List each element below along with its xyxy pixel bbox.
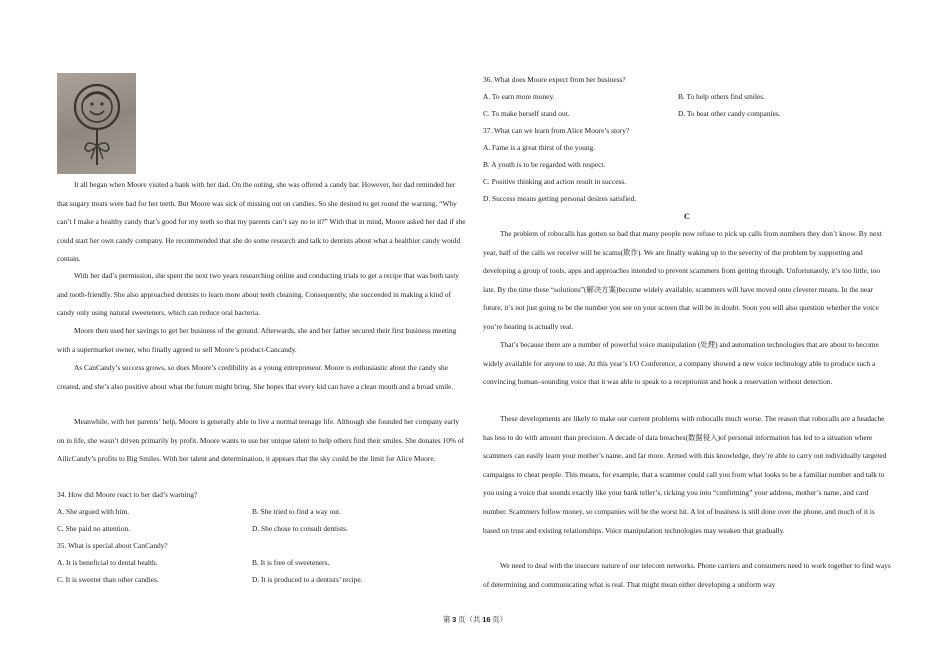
question-36-stem: 36. What does Moore expect from her business? — [483, 75, 626, 84]
question-34-option-a: A. She argued with him. — [57, 507, 130, 516]
question-34-stem: 34. How did Moore react to her dad’s warning? — [57, 490, 198, 499]
footer-middle: 页（共 — [458, 615, 481, 624]
lollipop-icon — [57, 73, 136, 174]
question-35-option-a: A. It is beneficial to dental health. — [57, 558, 158, 567]
question-36-option-a: A. To earn more money. — [483, 92, 555, 101]
question-37-stem: 37. What can we learn from Alice Moore’s story? — [483, 126, 630, 135]
passage-c-paragraph-1: The problem of robocalls has gotten so bad that many people now refuse to pick up calls from numbers they don’t know. By next year, half of the calls we receive will be scams(欺诈). We are finally waking up to the severity of the problem by supporting and developing a group of tools, apps and approaches intended to prevent scammers from getting through. Unfortunately, it’s too little, too late. By the time these “solutions”(解决方案)become widely available, scammers will have moved onto cleverer means. In the near future, it’s not just going to be the number you see on your screen that will be in doubt. Soon you will also question whether the voice you’re hearing is actually real. — [483, 229, 882, 331]
footer-suffix: 页） — [492, 615, 508, 624]
question-37-option-c: C. Positive thinking and action result in success. — [483, 177, 627, 186]
passage-b-paragraph-1: It all began when Moore visited a bank with her dad. On the outing, she was offered a candy bar. However, her dad reminded her that sugary treats were bad for her teeth. But Moore was sick of missing out on candies. So she desired to get round the warning, “Why can’t I make a healthy candy that’s good for my teeth so that my parents can’t say no to it?” With that in mind, Moore asked her dad if she could start her own candy company. He recommended that she do some research and talk to dentists about what a healthier candy would contain. — [57, 180, 466, 264]
question-36-option-c: C. To make herself stand out. — [483, 109, 570, 118]
question-35-option-c: C. It is sweeter than other candies. — [57, 575, 159, 584]
passage-c-paragraph-2: That’s because there are a number of powerful voice manipulation (处理) and automation technologies that are about to become widely available for anyone to use. At this year’s I/O Conference, a company showed a new voice technology able to produce such a convincing human–sounding voice that it was able to speak to a receptionist and book a reservation without detection. — [483, 340, 879, 387]
question-36-option-b: B. To help others find smiles. — [678, 92, 766, 101]
question-35-option-b: B. It is free of sweeteners. — [252, 558, 330, 567]
passage-b-paragraph-3: Moore then used her savings to get her business of the ground. Afterwards, she and her father secured their first business meeting with a supermarket owner, who finally agreed to sell Moore’s product-Cancandy. — [57, 326, 457, 354]
question-34-option-c: C. She paid no attention. — [57, 524, 131, 533]
passage-b-paragraph-5: Meanwhile, with her parents’ help, Moore is generally able to live a normal teenage life. Although she founded her company early on in life, she wasn’t driven primarily by profit. Moore wants to use her unique talent to help others find their smiles. She donates 10% of AilicCandy’s profits to Big Smiles. With her talent and determination, it appears that the sky could be the limit for Alice Moore. — [57, 417, 465, 464]
page-footer — [0, 614, 950, 625]
passage-c-paragraph-4: We need to deal with the insecure nature of our telecom networks. Phone carriers and consumers need to work together to find ways of determining and communicating what is real. That might mean either developing a uniform way — [483, 561, 891, 589]
question-35-stem: 35. What is special about CanCandy? — [57, 541, 168, 550]
question-34-option-b: B. She tried to find a way out. — [252, 507, 341, 516]
lollipop-illustration — [57, 73, 136, 174]
question-37-option-a: A. Fame is a great thirst of the young. — [483, 143, 596, 152]
passage-c-paragraph-3: These developments are likely to make our current problems with robocalls much worse. The reason that robocalls are a headache has less to do with amount than precision. A decade of data breaches(数据侵入)of personal information has led to a situation where scammers can easily learn your mother’s name, and far more. Armed with this knowledge, they’re able to carry out individually targeted campaigns to cheat people. This means, for example, that a scammer could call you from what looks to be a familiar number and talk to you using a voice that sounds exactly like your bank teller’s, ricking you into “confirming” your address, mother’s name, and card number. Scammers follow money, so companies will be the worst hit. A lot of business is still done over the phone, and much of it is based on trust and existing relationships. Voice manipulation technologies may weaken that gradually. — [483, 414, 887, 535]
passage-b-paragraph-4: As CanCandy’s success grows, so does Moore’s credibility as a young entrepreneur. Moore is enthusiastic about the candy she created, and she’s also positive about what the future might bring. She hopes that every kid can have a clean mouth and a broad smile. — [57, 363, 454, 391]
question-37-option-d: D. Success means getting personal desires satisfied. — [483, 194, 637, 203]
passage-b-paragraph-2: With her dad’s permission, she spent the next two years researching online and conducting trials to get a recipe that was both tasty and tooth-friendly. She also approached dentists to learn more about teeth cleaning. Consequently, she succeeded in making a kind of candy only using natural sweeteners, which can reduce oral bacteria. — [57, 271, 459, 318]
question-36-option-d: D. To beat other candy companies. — [678, 109, 781, 118]
question-35-option-d: D. It is produced to a dentists’ recipe. — [252, 575, 363, 584]
section-heading-c: C — [683, 211, 691, 221]
footer-prefix: 第 — [442, 615, 451, 624]
total-pages: 16 — [482, 615, 491, 624]
page-number: 3 — [452, 615, 457, 624]
question-34-option-d: D. She chose to consult dentists. — [252, 524, 348, 533]
question-37-option-b: B. A youth is to be regarded with respect. — [483, 160, 606, 169]
